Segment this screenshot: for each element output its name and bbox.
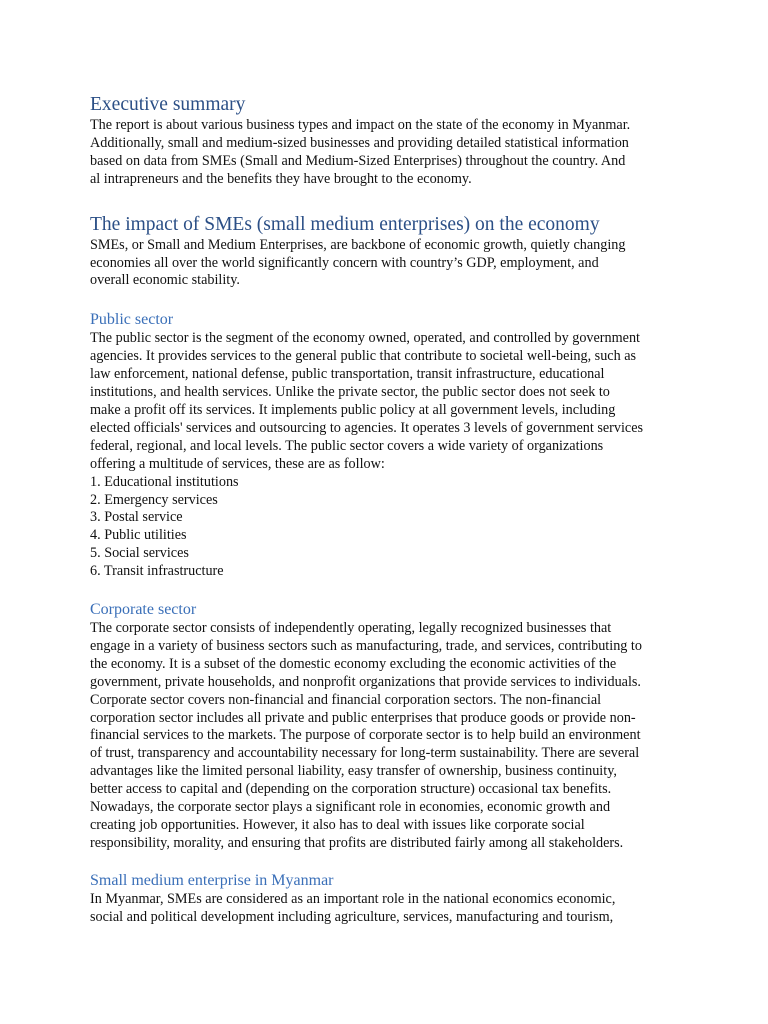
paragraph-corporate-sector: The corporate sector consists of independently operating, legally recognized businesses that engage in a variety of business sectors such as manufacturing, trade, and services, contributing to the economy. It is a subset of the domestic economy excluding the economic activities of the government, private households, and nonprofit organizations that provide services to individuals. Corporate sector covers non-financial and financial corporation sectors. The non-financial corporation sector includes all private and public enterprises that produce goods or provide non- financial services to the markets. The purpose of corporate sector is to help build an environment of trust, transparency and accountability necessary for long-term sustainability. There are several advantages like the limited personal liability, easy transfer of ownership, business continuity, better access to capital and (depending on the corporation structure) occasional tax benefits. Nowadays, the corporate sector plays a significant role in economies, economic growth and creating job opportunities. However, it also has to deal with issues like corporate social responsibility, morality, and ensuring that profits are distributed fairly among all stakeholders. (90, 620, 642, 851)
heading-impact-of-smes: The impact of SMEs (small medium enterprises) on the economy (90, 213, 600, 235)
heading-executive-summary: Executive summary (90, 94, 246, 115)
public-sector-list (90, 474, 690, 581)
heading-public-sector: Public sector (90, 311, 174, 329)
paragraph-public-sector: The public sector is the segment of the economy owned, operated, and controlled by government agencies. It provides services to the general public that contribute to societal well-being, such as law enforcement, national defense, public transportation, transit infrastructure, educational institutions, and health services. Unlike the private sector, the public sector does not seek to make a profit off its services. It implements public policy at all government levels, including elected officials' services and outsourcing to agencies. It operates 3 levels of government services federal, regional, and local levels. The public sector covers a wide variety of organizations offering a multitude of services, these are as follow: (90, 330, 644, 472)
heading-corporate-sector: Corporate sector (90, 601, 197, 619)
paragraph-impact-of-smes: SMEs, or Small and Medium Enterprises, are backbone of economic growth, quietly changing economies all over the world significantly concern with country’s GDP, employment, and overall economic stability. (90, 236, 626, 289)
document-content (90, 92, 690, 927)
list-item: 3. Postal service (90, 509, 183, 526)
list-item: 5. Social services (90, 545, 189, 562)
list-item: 6. Transit infrastructure (90, 563, 224, 580)
heading-sme-myanmar: Small medium enterprise in Myanmar (90, 871, 334, 889)
list-item: 2. Emergency services (90, 491, 218, 508)
paragraph-executive-summary: The report is about various business types and impact on the state of the economy in Myanmar. Additionally, small and medium-sized businesses and providing detailed statistical information based on data from SMEs (Small and Medium-Sized Enterprises) throughout the country. And al intrapreneurs and the benefits they have brought to the economy. (90, 117, 631, 187)
paragraph-sme-myanmar: In Myanmar, SMEs are considered as an important role in the national economics economic, social and political development including agriculture, services, manufacturing and tourism, (90, 890, 616, 925)
list-item: 1. Educational institutions (90, 473, 239, 490)
list-item: 4. Public utilities (90, 527, 187, 544)
